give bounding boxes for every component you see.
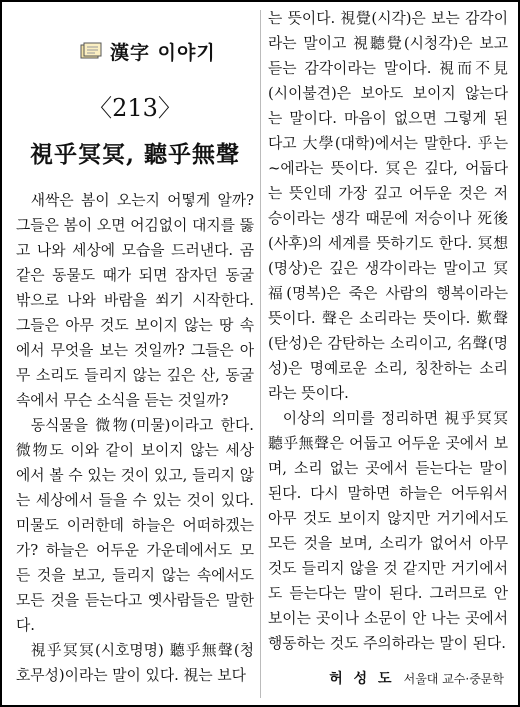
paragraph: 이상의 의미를 정리하면 視乎冥冥 聽乎無聲은 어둡고 어두운 곳에서 보며, 소리 없는 곳에서 듣는다는 말이 된다. 다시 말하면 하늘은 어두워서 아무 것도 보이지 않지만 거기에서도 모든 것을 보며, 소리가 없어서 아무 것도 들리지 않을 것 같지만 거기에서도 듣는다는 말이 된다. 그러므로 안 보이는 곳이나 소문이 안 나는 곳에서 행동하는 것도 주의하라는 말이 된다.: [268, 410, 508, 652]
author-affiliation: 서울대 교수·중문학: [403, 672, 504, 686]
issue-number: 〈213〉: [88, 94, 182, 122]
paragraph: 는 뜻이다. 視覺(시각)은 보는 감각이라는 말이고 視聽覺(시청각)은 보고 듣는 감각이라는 말이다. 視而不見(시이불견)은 보아도 보이지 않는다는 말이다. 마음이 없으면 그렇게 된다고 大學(대학)에서는 말한다. 乎는 ~에라는 뜻이다. 冥은 깊다, 어둡다는 뜻인데 가장 깊고 어두운 것은 저승이라는 생각 때문에 저승이나 死後(사후)의 세계를 뜻하기도 한다. 冥想(명상)은 깊은 생각이라는 말이고 冥福(명복)은 죽은 사람의 행복이라는 뜻이다. 聲은 소리라는 뜻이다. 歎聲(탄성)은 감탄하는 소리이고, 名聲(명성)은 명예로운 소리, 칭찬하는 소리라는 뜻이다.: [268, 10, 508, 402]
paragraph: 視乎冥冥(시호명명) 聽乎無聲(청호무성)이라는 말이 있다. 視는 보다: [16, 642, 254, 684]
paragraph: 새싹은 봄이 오는지 어떻게 알까? 그들은 봄이 오면 어김없이 대지를 뚫고 나와 세상에 모습을 드러낸다. 곰 같은 동물도 때가 되면 잠자던 동굴 밖으로 나와 바람을 쐬기 시작한다. 그들은 아무 것도 보이지 않는 땅 속에서 무엇을 보는 것일까? 그들은 아무 소리도 들리지 않는 깊은 산, 동굴 속에서 무슨 소식을 듣는 것일까?: [16, 192, 254, 409]
byline: [329, 668, 504, 688]
series-header: [80, 38, 216, 64]
author-name: 허 성 도: [329, 671, 395, 687]
scroll-icon: [80, 42, 102, 60]
series-title: 漢字 이야기: [110, 41, 216, 64]
column-divider: [260, 10, 261, 698]
left-body-text: [16, 188, 254, 688]
right-body-text: [268, 6, 508, 656]
article-headline: 視乎冥冥, 聽乎無聲: [29, 141, 240, 168]
paragraph: 동식물을 微物(미물)이라고 한다. 微物도 이와 같이 보이지 않는 세상에서 볼 수 있는 것이 있고, 들리지 않는 세상에서 들을 수 있는 것이 있다. 미물도 이러한데 하늘은 어떠하겠는가? 하늘은 어두운 가운데에서도 모든 것을 보고, 들리지 않는 속에서도 모든 것을 듣는다고 옛사람들은 말한다.: [16, 417, 254, 634]
